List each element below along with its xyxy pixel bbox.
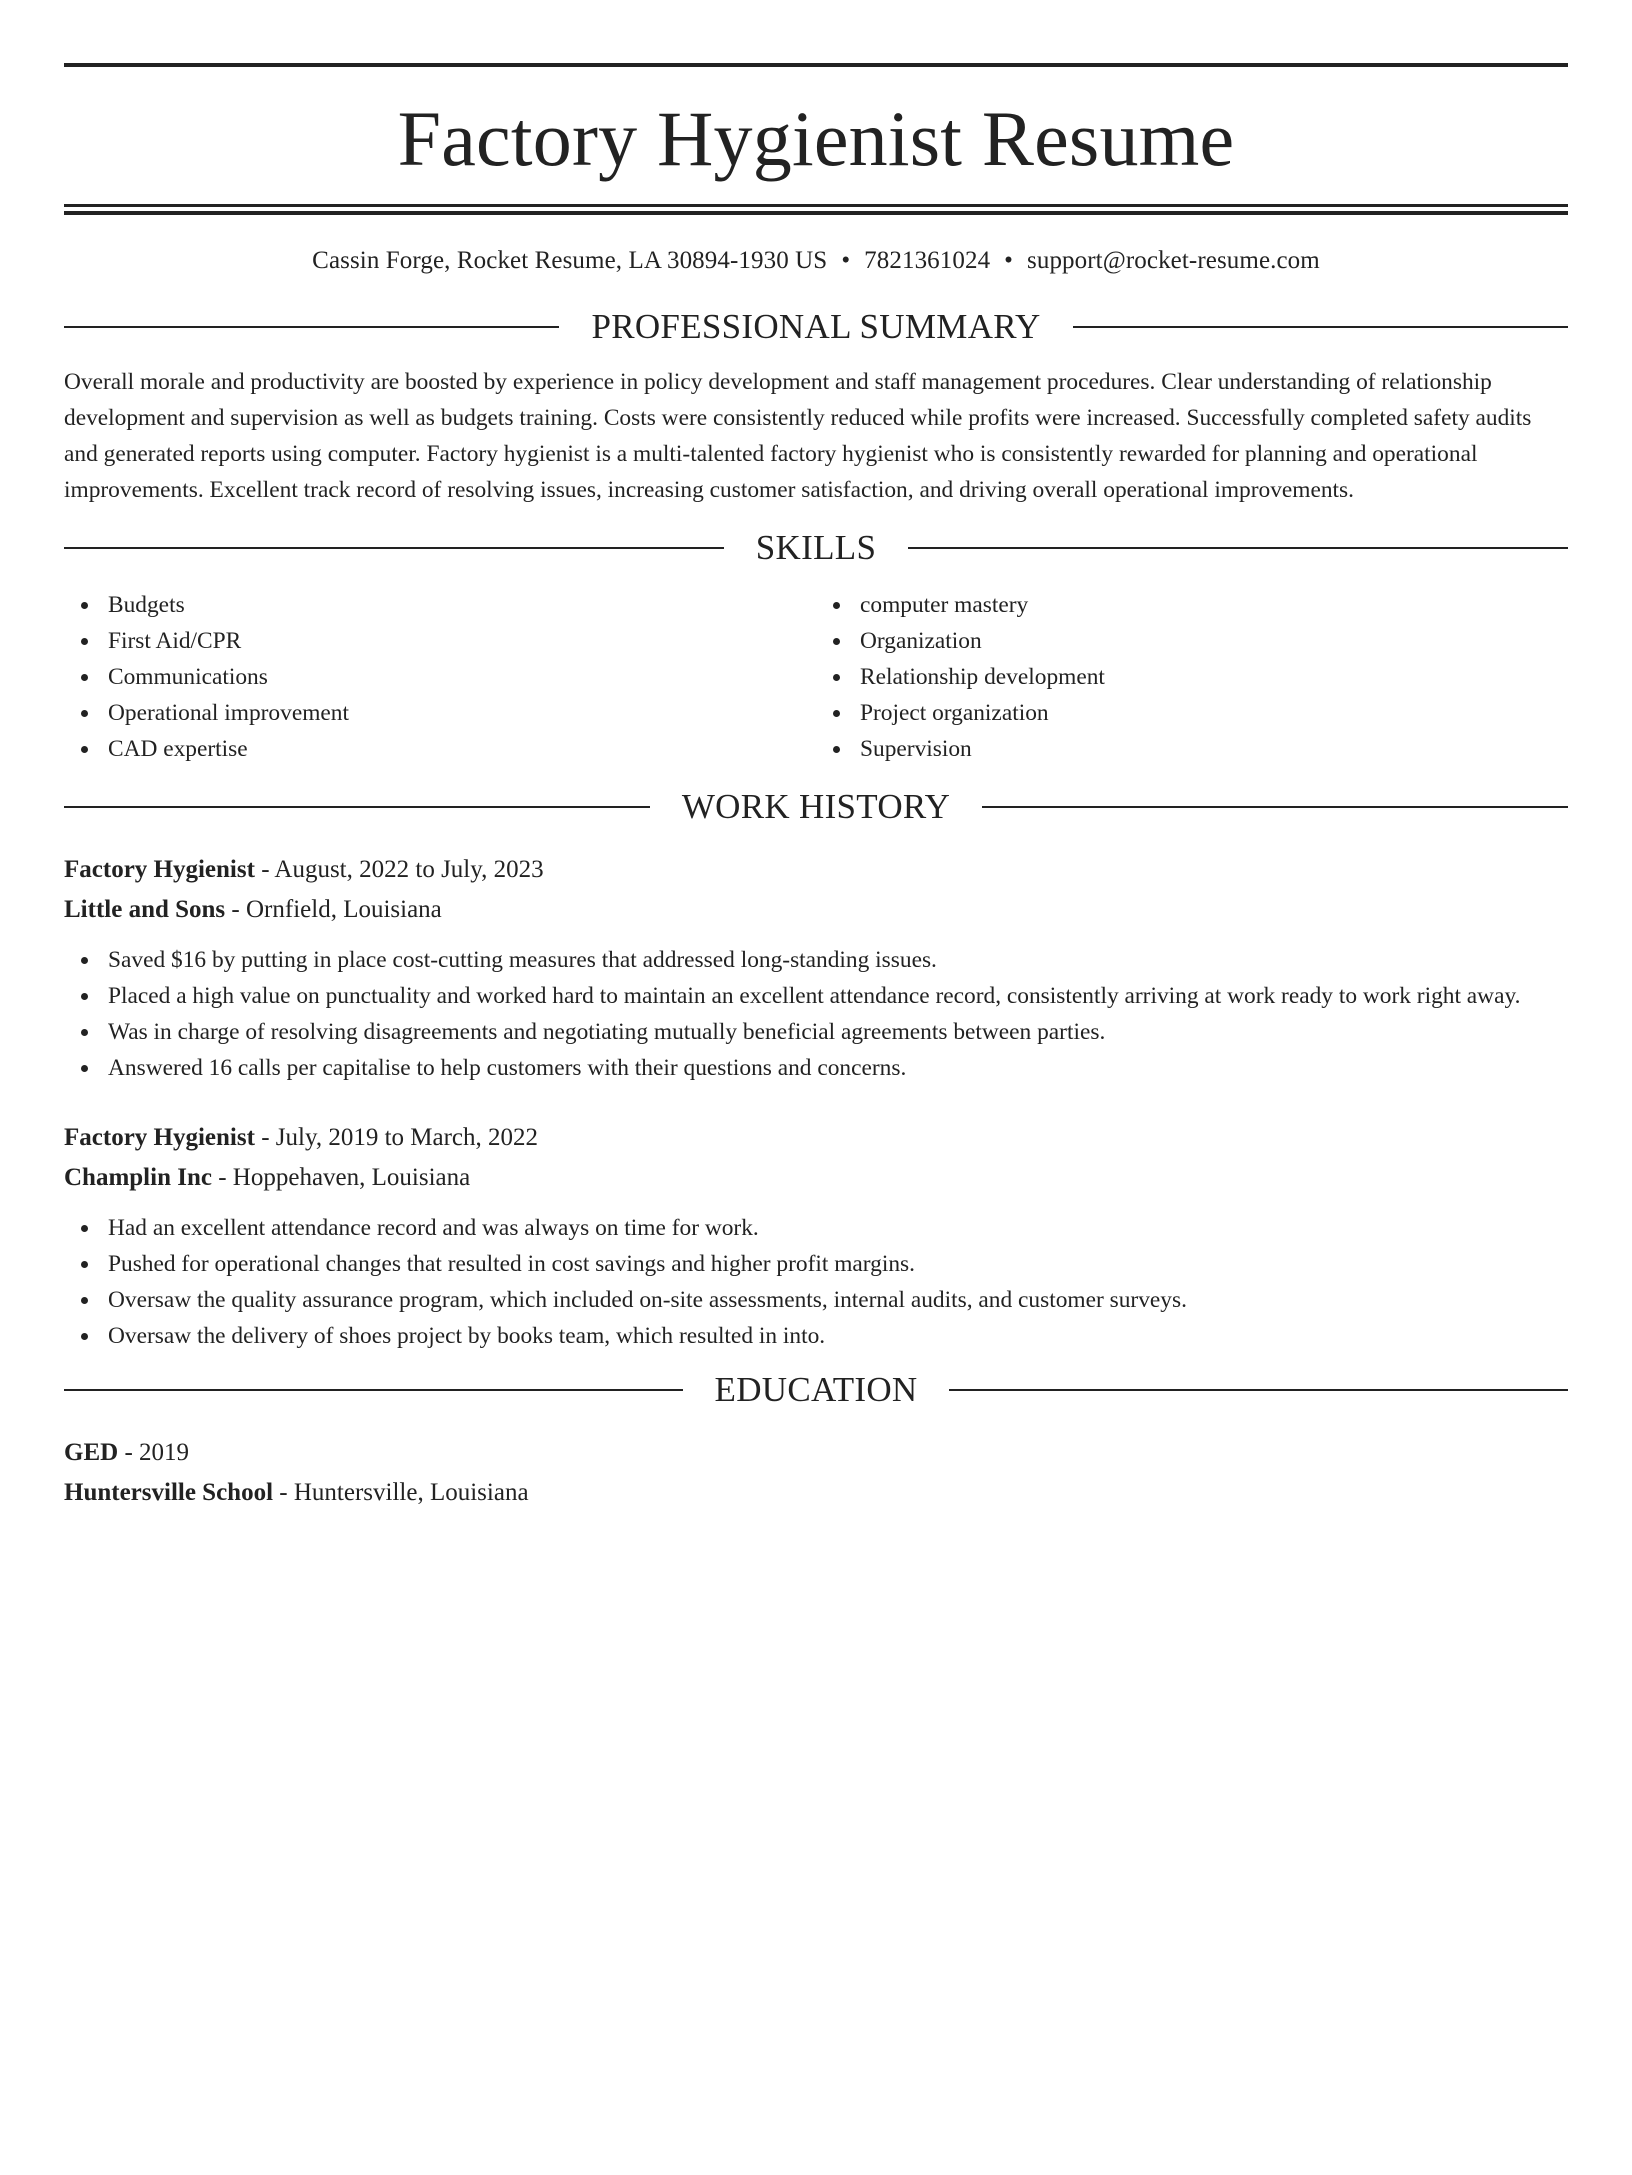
job-dates: August, 2022 to July, 2023: [274, 856, 544, 883]
skill-item: computer mastery: [860, 587, 1568, 623]
education-degree-line: GED - 2019: [64, 1439, 190, 1466]
job-location: Ornfield, Louisiana: [246, 896, 442, 923]
job-company-line: Little and Sons - Ornfield, Louisiana: [64, 896, 442, 923]
job-bullet: Oversaw the quality assurance program, which included on-site assessments, internal audits, and customer surveys.: [108, 1282, 1568, 1318]
education-school-line: Huntersville School - Huntersville, Louisiana: [64, 1479, 529, 1506]
contact-address: Cassin Forge, Rocket Resume, LA 30894-1930 US: [312, 247, 828, 274]
skill-item: Relationship development: [860, 659, 1568, 695]
skills-column-right: [816, 587, 1568, 767]
contact-phone: 7821361024: [864, 247, 991, 274]
education-heading: EDUCATION: [714, 1370, 918, 1409]
job-entry: [64, 1118, 1568, 1354]
skill-item: Supervision: [860, 731, 1568, 767]
contact-separator: •: [1004, 247, 1014, 274]
resume-page: [0, 63, 1632, 2175]
contact-line: [64, 248, 1568, 273]
job-bullet: Was in charge of resolving disagreements and negotiating mutually beneficial agreements between parties.: [108, 1014, 1568, 1050]
job-bullet: Oversaw the delivery of shoes project by books team, which resulted in into.: [108, 1318, 1568, 1354]
skills-heading: SKILLS: [755, 528, 877, 567]
job-bullet: Had an excellent attendance record and was always on time for work.: [108, 1210, 1568, 1246]
job-dates: July, 2019 to March, 2022: [275, 1124, 539, 1151]
job-company: Champlin Inc: [64, 1164, 212, 1191]
section-divider-right: [908, 547, 1568, 549]
job-bullets: [64, 942, 1568, 1086]
section-divider-left: [64, 547, 724, 549]
section-divider-right: [982, 806, 1568, 808]
job-company: Little and Sons: [64, 896, 226, 923]
job-title: Factory Hygienist: [64, 1124, 255, 1151]
job-title-line: Factory Hygienist - July, 2019 to March, 2022: [64, 1124, 539, 1151]
resume-title: Factory Hygienist Resume: [397, 95, 1235, 182]
education-section-header: [64, 1372, 1568, 1407]
skill-item: Budgets: [108, 587, 816, 623]
education-degree: GED: [64, 1439, 119, 1466]
skill-item: First Aid/CPR: [108, 623, 816, 659]
section-divider-left: [64, 806, 650, 808]
section-divider-right: [1073, 326, 1568, 328]
education-school: Huntersville School: [64, 1479, 274, 1506]
summary-section-header: [64, 309, 1568, 344]
job-title-line: Factory Hygienist - August, 2022 to July, 2023: [64, 856, 544, 883]
skill-item: Operational improvement: [108, 695, 816, 731]
skills-section-header: [64, 530, 1568, 565]
section-divider-right: [949, 1389, 1568, 1391]
header-double-rule: [64, 204, 1568, 215]
job-entry: [64, 850, 1568, 1086]
summary-text: Overall morale and productivity are boosted by experience in policy development and staff management procedures. Clear understanding of relationship development and supervision as well as budgets training. Costs were consistently reduced while profits were increased. Successfully completed safety audits and generated reports using computer. Factory hygienist is a multi-talented factory hygienist who is consistently rewarded for planning and operational improvements. Excellent track record of resolving issues, increasing customer satisfaction, and driving overall operational improvements.: [64, 369, 1532, 503]
job-bullet: Answered 16 calls per capitalise to help customers with their questions and concerns.: [108, 1050, 1568, 1086]
work-section-header: [64, 789, 1568, 824]
skill-item: Project organization: [860, 695, 1568, 731]
job-bullet: Pushed for operational changes that resulted in cost savings and higher profit margins.: [108, 1246, 1568, 1282]
section-divider-left: [64, 1389, 683, 1391]
job-location: Hoppehaven, Louisiana: [232, 1164, 471, 1191]
skill-item: CAD expertise: [108, 731, 816, 767]
contact-email: support@rocket-resume.com: [1027, 247, 1320, 274]
skill-item: Organization: [860, 623, 1568, 659]
job-company-line: Champlin Inc - Hoppehaven, Louisiana: [64, 1164, 471, 1191]
job-title: Factory Hygienist: [64, 856, 255, 883]
summary-heading: PROFESSIONAL SUMMARY: [591, 307, 1041, 346]
job-bullet: Placed a high value on punctuality and worked hard to maintain an excellent attendance record, consistently arriving at work ready to work right away.: [108, 978, 1568, 1014]
skill-item: Communications: [108, 659, 816, 695]
education-location: Huntersville, Louisiana: [293, 1479, 529, 1506]
education-entry: [64, 1433, 1568, 1513]
work-heading: WORK HISTORY: [681, 787, 951, 826]
skills-list: [64, 587, 1568, 767]
education-year: 2019: [139, 1439, 190, 1466]
job-bullets: [64, 1210, 1568, 1354]
skills-column-left: [64, 587, 816, 767]
contact-separator: •: [841, 247, 851, 274]
section-divider-left: [64, 326, 559, 328]
job-bullet: Saved $16 by putting in place cost-cutting measures that addressed long-standing issues.: [108, 942, 1568, 978]
